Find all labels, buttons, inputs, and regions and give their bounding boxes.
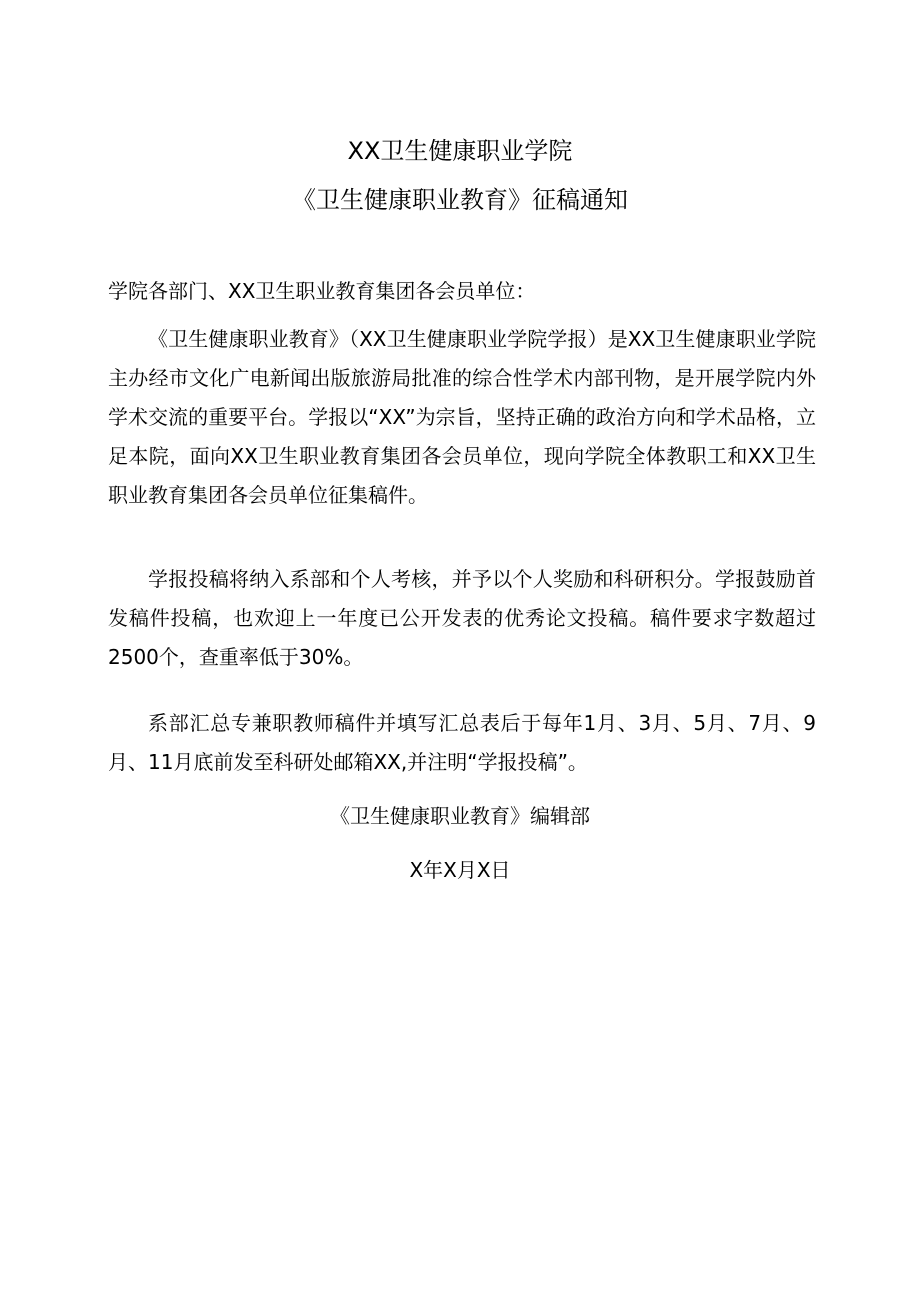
signature-date: X年X月X日 <box>409 858 511 882</box>
salutation: 学院各部门、XX卫生职业教育集团各会员单位： <box>108 279 536 303</box>
signature-department: 《卫生健康职业教育》编辑部 <box>330 804 590 828</box>
document-subtitle: 《卫生健康职业教育》征稿通知 <box>292 186 628 214</box>
paragraph-submission: 系部汇总专兼职教师稿件并填写汇总表后于每年1月、3月、5月、7月、9月、11月底前发至科研处邮箱XX,并注明“学报投稿”。 <box>108 711 816 774</box>
paragraph-intro: 《卫生健康职业教育》（XX卫生健康职业学院学报）是XX卫生健康职业学院主办经市文化广电新闻出版旅游局批准的综合性学术内部刊物，是开展学院内外学术交流的重要平台。学报以“XX”为宗旨，坚持正确的政治方向和学术品格，立足本院，面向XX卫生职业教育集团各会员单位，现向学院全体教职工和XX卫生职业教育集团各会员单位征集稿件。 <box>108 327 816 507</box>
document-title: XX卫生健康职业学院 <box>347 137 573 165</box>
paragraph-requirements: 学报投稿将纳入系部和个人考核，并予以个人奖励和科研积分。学报鼓励首发稿件投稿，也欢迎上一年度已公开发表的优秀论文投稿。稿件要求字数超过2500个，查重率低于30%。 <box>108 567 816 669</box>
